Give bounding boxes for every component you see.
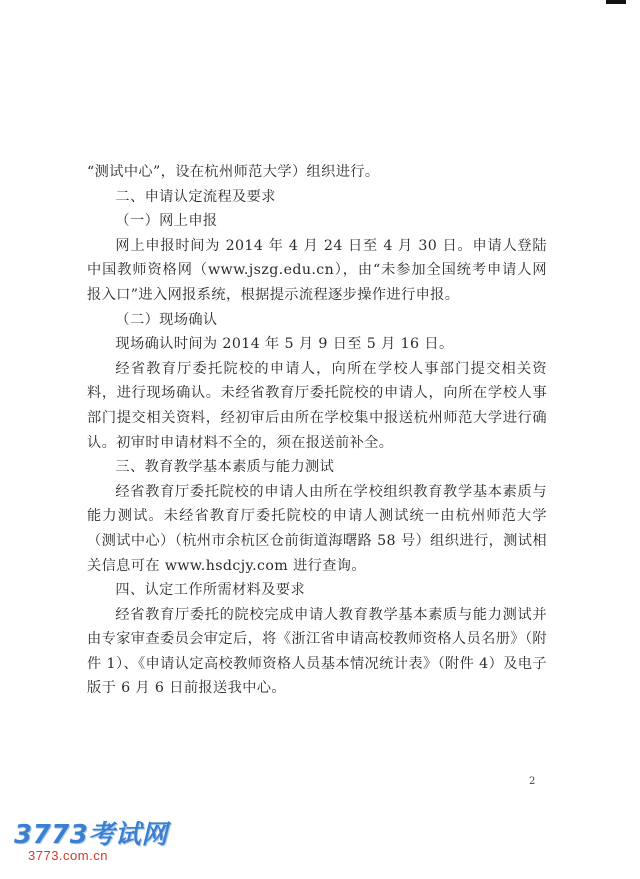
paragraph-test-details: 经省教育厅委托院校的申请人由所在学校组织教育教学基本素质与能力测试。未经省教育厅委托院校的申请人测试统一由杭州师范大学（测试中心）（杭州市余杭区仓前街道海曙路 58 号）组织进行，测试相关信息可在 www.hsdcjy.com 进行查询。 [87,483,547,574]
section-heading-3: 三、教育教学基本素质与能力测试 [115,459,335,476]
paragraph-onsite-details: 经省教育厅委托院校的申请人，向所在学校人事部门提交相关资料，进行现场确认。未经省教育厅委托院校的申请人，向所在学校人事部门提交相关资料，经初审后由所在学校集中报送杭州师范大学进行确认。初审时申请材料不全的，须在报送前补全。 [87,360,547,451]
document-body [87,160,547,701]
watermark-url: 3773.com.cn [28,848,108,863]
subsection-heading-onsite: （二）现场确认 [115,311,218,328]
section-heading-2: 二、申请认定流程及要求 [115,188,276,205]
paragraph-continuation: “测试中心”，设在杭州师范大学）组织进行。 [87,164,380,180]
corner-mark [606,0,626,4]
page-number: 2 [529,776,536,787]
watermark [14,814,184,874]
section-heading-4: 四、认定工作所需材料及要求 [115,582,306,599]
paragraph-onsite-time: 现场确认时间为 2014 年 5 月 9 日至 5 月 16 日。 [115,336,454,353]
subsection-heading-online: （一）网上申报 [115,213,218,230]
watermark-logo: 3773考试网 [14,820,168,850]
paragraph-online-application: 网上申报时间为 2014 年 4 月 24 日至 4 月 30 日。申请人登陆中国教师资格网（www.jszg.edu.cn），由“未参加全国统考申请人网报入口”进入网报系统，根据提示流程逐步操作进行申报。 [87,237,547,303]
paragraph-materials: 经省教育厅委托的院校完成申请人教育教学基本素质与能力测试并由专家审查委员会审定后，将《浙江省申请高校教师资格人员名册》（附件 1）、《申请认定高校教师资格人员基本情况统计表》（附件 4）及电子版于 6 月 6 日前报送我中心。 [87,606,547,697]
